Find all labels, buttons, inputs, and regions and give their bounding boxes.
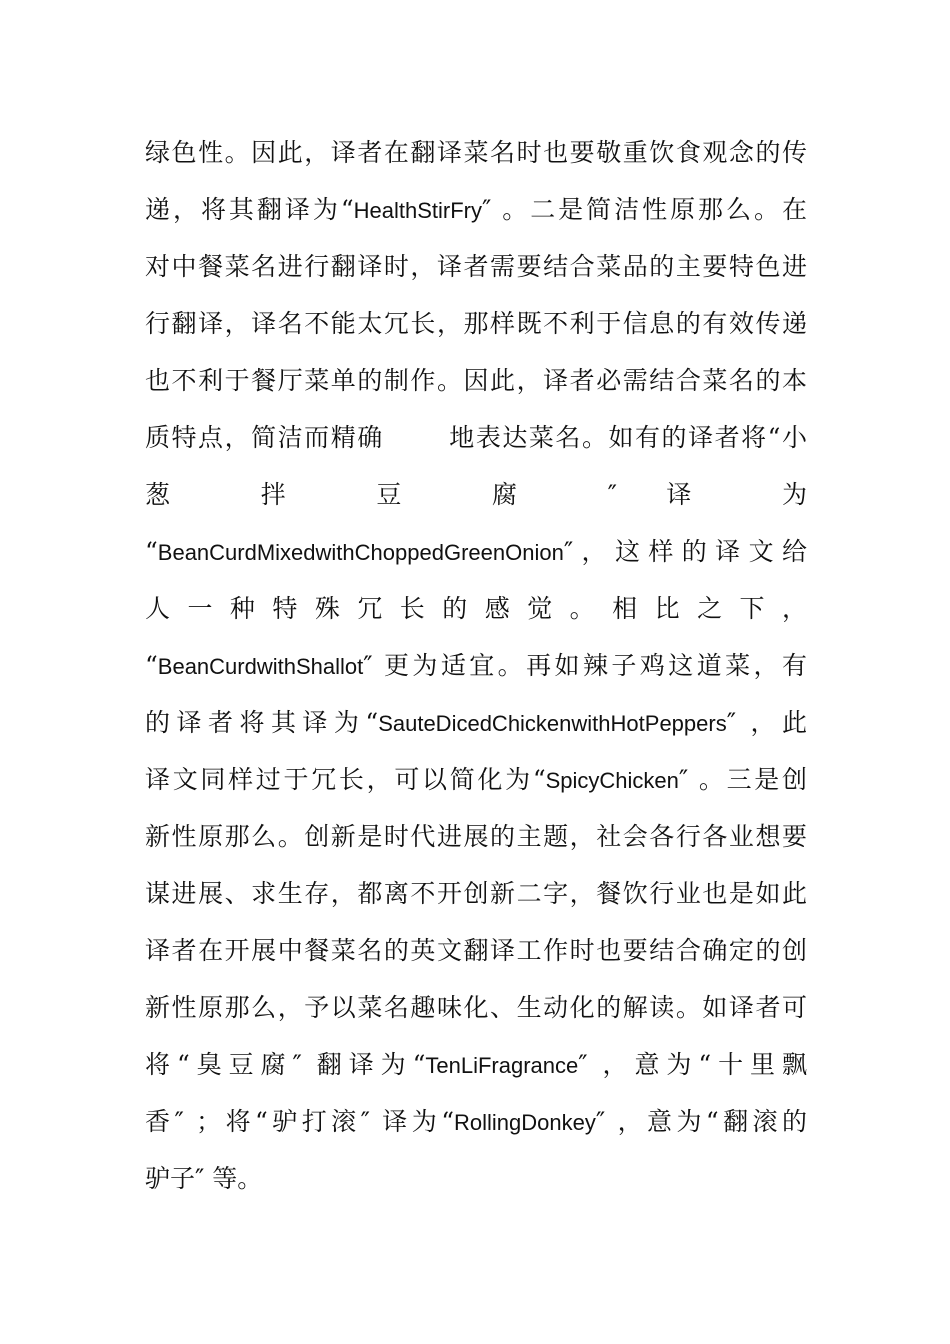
text-line: 行翻译，译名不能太冗长，那样既不利于信息的有效传递 (145, 309, 807, 338)
text-line: 的译者将其译为“SauteDicedChickenwithHotPeppers″ ，此 (145, 708, 807, 737)
dish-translation: BeanCurdwithShallot (157, 654, 364, 679)
text-line-last: 驴子″ 等。 (145, 1164, 263, 1193)
text-line: “BeanCurdMixedwithChoppedGreenOnion″，这样的译文给 (145, 537, 807, 566)
text-line: 新性原那么。创新是时代进展的主题，社会各行各业想要 (145, 822, 807, 851)
text-line: 谋进展、求生存，都离不开创新二字，餐饮行业也是如此 (145, 879, 807, 908)
dish-translation: RollingDonkey (453, 1110, 596, 1135)
text-line: 质特点，简洁而精确 地表达菜名。如有的译者将“小 (145, 423, 807, 452)
dish-translation: SauteDicedChickenwithHotPeppers (378, 711, 727, 736)
text-line: 新性原那么，予以菜名趣味化、生动化的解读。如译者可 (145, 993, 807, 1022)
text-line: 译文同样过于冗长，可以简化为“SpicyChicken″ 。三是创 (145, 765, 807, 794)
body-paragraph (145, 124, 807, 1207)
dish-translation: BeanCurdMixedwithChoppedGreenOnion (157, 540, 564, 565)
text-line: 递，将其翻译为“HealthStirFry″ 。二是简洁性原那么。在 (145, 195, 807, 224)
dish-translation: SpicyChicken (545, 768, 679, 793)
text-line: 绿色性。因此，译者在翻译菜名时也要敬重饮食观念的传 (145, 138, 807, 167)
text-line: 人 一 种 特 殊 冗 长 的 感 觉 。 相 比 之 下 ， (145, 594, 808, 623)
text-line: 香″ ；将“驴打滚″ 译为“RollingDonkey″ ，意为“翻滚的 (145, 1107, 807, 1136)
dish-translation: TenLiFragrance (425, 1053, 579, 1078)
dish-translation: HealthStirFry (353, 198, 482, 223)
text-line: 也不利于餐厅菜单的制作。因此，译者必需结合菜名的本 (145, 366, 807, 395)
text-line: “BeanCurdwithShallot″ 更为适宜。再如辣子鸡这道菜，有 (145, 651, 807, 680)
text-line: 对中餐菜名进行翻译时，译者需要结合菜品的主要特色进 (145, 252, 807, 281)
text-line: 译者在开展中餐菜名的英文翻译工作时也要结合确定的创 (145, 936, 807, 965)
text-line: 葱 拌 豆 腐 ″ 译 为 (145, 480, 807, 509)
text-line: 将“臭豆腐″ 翻译为“TenLiFragrance″ ，意为“十里飘 (145, 1050, 807, 1079)
